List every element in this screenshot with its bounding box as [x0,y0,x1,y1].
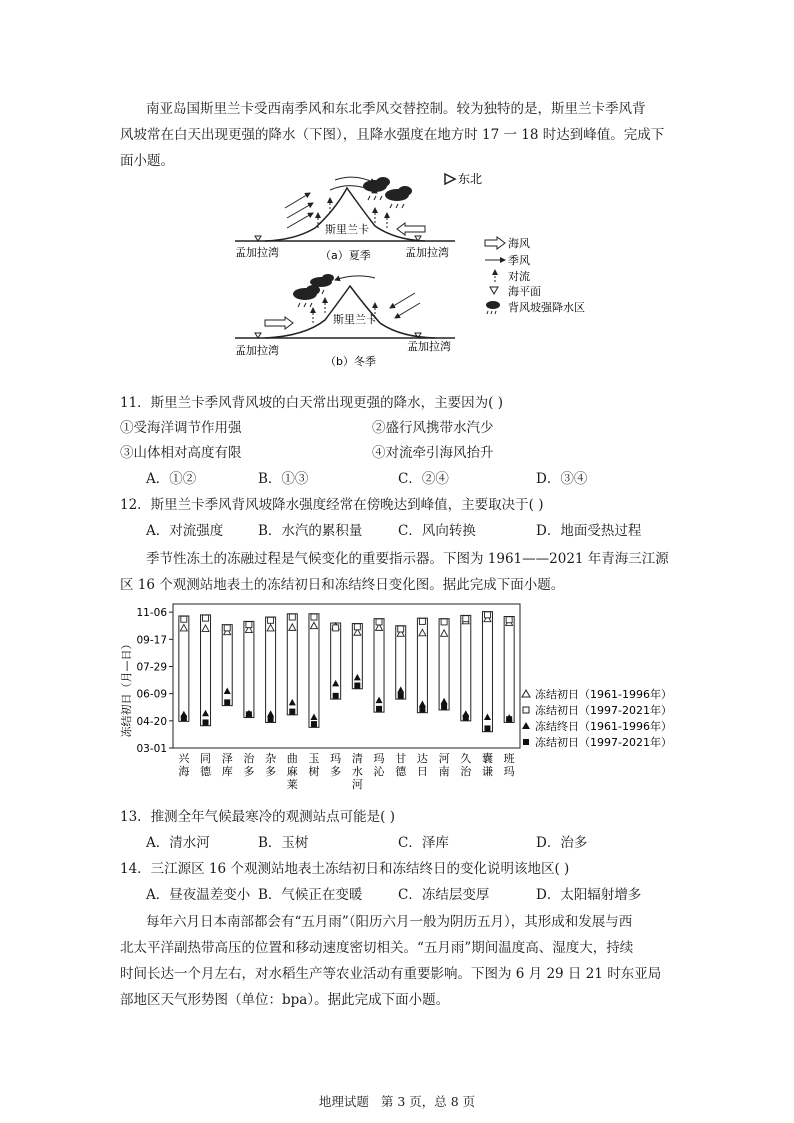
legend-label: 冻结初日（1997-2021年） [535,704,672,717]
x-category-label: 达日 [416,752,428,778]
intro-1-line-3: 面小题。 [120,153,174,169]
q11-option-c[interactable]: C．②④ [398,471,449,487]
point-freeze-start-1997 [311,614,317,620]
chart-legend [522,687,672,749]
northeast-label: 东北 [458,172,483,186]
point-freeze-start-1997 [268,617,274,623]
winter-panel [235,274,455,368]
point-freeze-start-1997 [203,615,209,621]
point-freeze-start-1997 [419,618,425,624]
point-freeze-end-1997 [398,693,404,699]
legend-rain-area: 背风坡强降水区 [508,301,585,314]
point-freeze-end-1997 [419,706,425,712]
point-freeze-start-1997 [246,622,252,628]
q14-option-c[interactable]: C．冻结层变厚 [398,887,490,903]
q13-option-d[interactable]: D．治多 [536,835,588,851]
x-category-label: 久治 [460,752,472,778]
q14-stem: 14．三江源区 16 个观测站地表土冻结初日和冻结终日的变化说明该地区( ) [120,861,570,877]
intro-1-line-2: 风坡常在白天出现更强的降水（下图），且降水强度在地方时 17 一 18 时达到峰值。完成下 [120,127,665,143]
point-freeze-end-1997 [333,693,339,699]
range-bar [309,614,319,728]
x-category-label: 泽库 [221,752,233,778]
q12-option-c[interactable]: C．风向转换 [398,523,476,539]
legend-monsoon: 季风 [508,254,530,267]
point-freeze-start-1997 [354,624,360,630]
intro-1-line-1: 南亚岛国斯里兰卡受西南季风和东北季风交替控制。较为独特的是，斯里兰卡季风背 [146,101,646,117]
point-freeze-end-1961 [224,687,231,694]
point-freeze-end-1997 [463,715,469,721]
intro-2-line-2: 区 16 个观测站地表土的冻结初日和冻结终日变化图。据此完成下面小题。 [120,577,565,593]
legend-label: 冻结终日（1961-1996年） [535,720,672,733]
point-freeze-start-1997 [376,619,382,625]
q14-option-d[interactable]: D．太阳辐射增多 [536,887,642,903]
point-freeze-start-1961 [289,624,296,631]
legend-marker-fill-tri [522,722,530,729]
point-freeze-end-1961 [332,680,339,687]
northeast-arrow-icon [445,174,455,184]
range-bar [331,623,341,699]
range-bar [266,617,276,722]
winter-island-label: 斯里兰卡 [333,313,377,326]
point-freeze-end-1997 [441,704,447,710]
diagram-legend [485,236,585,314]
point-freeze-start-1961 [419,629,426,636]
legend-marker-fill-sq [523,739,529,745]
summer-panel [235,177,455,262]
intro-3-line-3: 时间长达一个月左右，对水稻生产等农业活动有重要影响。下图为 6 月 29 日 21 时东亚局 [120,966,662,982]
point-freeze-start-1997 [441,619,447,625]
q11-statement-1: ①受海洋调节作用强 [120,420,242,436]
point-freeze-end-1997 [311,721,317,727]
q13-option-a[interactable]: A．清水河 [146,835,210,851]
range-bar [179,616,189,721]
summer-caption: （a）夏季 [320,249,371,262]
q13-stem: 13．推测全年气候最寒冷的观测站点可能是( ) [120,809,396,825]
point-freeze-start-1961 [267,624,274,631]
legend-marker-open-tri [522,690,530,697]
point-freeze-end-1961 [441,698,448,705]
x-category-label: 曲麻莱 [286,752,298,791]
point-freeze-end-1997 [289,709,295,715]
q11-stem: 11．斯里兰卡季风背风坡的白天常出现更强的降水，主要因为( ) [120,395,504,411]
x-category-label: 班玛 [503,752,515,778]
point-freeze-end-1997 [203,719,209,725]
x-category-label: 清水河 [351,752,363,791]
legend-marker-open-sq [523,707,529,713]
y-tick-label: 04-20 [136,715,167,728]
footer-subject: 地理试题 [318,1094,369,1109]
q11-statement-3: ③山体相对高度有限 [120,445,242,461]
x-category-label: 同德 [200,752,212,778]
point-freeze-start-1961 [310,622,317,629]
x-category-label: 玛沁 [373,752,385,778]
point-freeze-start-1997 [181,616,187,622]
x-category-label: 甘德 [395,752,407,778]
x-category-label: 囊谦 [481,752,493,778]
q12-option-b[interactable]: B．水汽的累积量 [258,523,363,539]
winter-bay-right: 孟加拉湾 [407,340,451,353]
x-category-label: 玉树 [308,752,320,778]
point-freeze-end-1961 [484,714,491,721]
summer-island-label: 斯里兰卡 [325,223,369,236]
q11-option-a[interactable]: A．①② [146,471,197,487]
x-category-label: 兴海 [178,752,190,778]
winter-caption: （b）冬季 [325,355,376,368]
q14-option-a[interactable]: A．昼夜温差变小 [146,887,251,903]
y-tick-label: 03-01 [136,743,167,755]
point-freeze-start-1961 [202,625,209,632]
legend-sea-breeze: 海风 [508,237,530,250]
point-freeze-end-1997 [181,715,187,721]
point-freeze-end-1961 [289,699,296,706]
x-category-label: 玛多 [330,752,342,778]
winter-bay-left: 孟加拉湾 [235,344,279,357]
point-freeze-start-1997 [506,617,512,623]
legend-label: 冻结初日（1961-1996年） [535,688,672,701]
point-freeze-start-1997 [289,614,295,620]
summer-bay-right: 孟加拉湾 [405,246,449,259]
point-freeze-start-1997 [224,625,230,631]
point-freeze-end-1961 [310,714,317,721]
point-freeze-end-1961 [354,674,361,681]
range-bar [244,621,254,717]
point-freeze-end-1997 [246,711,252,717]
y-tick-label: 11-06 [136,607,167,620]
q11-statement-4: ④对流牵引海风抬升 [372,445,494,461]
intro-2-line-1: 季节性冻土的冻融过程是气候变化的重要指示器。下图为 1961——2021 年青海三江源 [146,551,669,567]
point-freeze-start-1961 [441,630,448,637]
summer-cloud-icon [363,177,412,208]
q12-option-a[interactable]: A．对流强度 [146,523,224,539]
point-freeze-end-1997 [354,683,360,689]
summer-bay-left: 孟加拉湾 [235,246,279,259]
intro-3-line-2: 北太平洋副热带高压的位置和移动速度密切相关。“五月雨”期间温度高、湿度大，持续 [120,940,634,956]
point-freeze-start-1961 [180,624,187,631]
point-freeze-end-1997 [268,716,274,722]
range-bar [461,615,471,720]
chart-ylabel: 冻结初日（月—日） [120,638,133,738]
x-category-label: 杂多 [265,752,277,778]
q13-option-b[interactable]: B．玉树 [258,835,309,851]
intro-3-line-1: 每年六月日本南部都会有“五月雨”（阳历六月一般为阴历五月），其形成和发展与西 [146,914,633,930]
point-freeze-end-1961 [267,710,274,717]
point-freeze-end-1961 [397,686,404,693]
x-category-label: 治多 [243,752,255,778]
point-freeze-end-1997 [376,706,382,712]
point-freeze-start-1997 [398,626,404,632]
q12-stem: 12．斯里兰卡季风背风坡降水强度经常在傍晚达到峰值，主要取决于( ) [120,497,544,513]
point-freeze-end-1961 [376,697,383,704]
q11-option-b[interactable]: B．①③ [258,471,309,487]
point-freeze-end-1961 [202,710,209,717]
point-freeze-end-1961 [419,700,426,707]
y-tick-label: 06-09 [136,688,167,701]
y-tick-label: 07-29 [136,661,167,674]
x-category-label: 河南 [438,752,450,778]
q14-option-b[interactable]: B．气候正在变暖 [258,887,363,903]
y-tick-label: 09-17 [136,634,167,647]
legend-convection: 对流 [508,270,530,283]
footer-page: 第 3 页，总 8 页 [380,1094,476,1109]
q11-statement-2: ②盛行风携带水汽少 [372,420,494,436]
point-freeze-start-1997 [484,612,490,618]
point-freeze-end-1997 [224,699,230,705]
q13-option-c[interactable]: C．泽库 [398,835,449,851]
monsoon-diagram [225,168,605,368]
point-freeze-end-1997 [484,725,490,731]
frost-chart [110,598,710,794]
point-freeze-start-1997 [333,625,339,631]
intro-3-line-4: 部地区天气形势图（单位：bpa）。据此完成下面小题。 [120,992,450,1008]
legend-sea-level: 海平面 [508,285,541,298]
point-freeze-end-1997 [506,716,512,722]
page-footer [0,1092,794,1110]
winter-cloud-icon [293,274,334,307]
point-freeze-start-1997 [463,616,469,622]
q11-option-d[interactable]: D．③④ [536,471,588,487]
legend-label: 冻结初日（1997-2021年） [535,736,672,749]
range-bar [504,616,514,722]
q12-option-d[interactable]: D．地面受热过程 [536,523,642,539]
